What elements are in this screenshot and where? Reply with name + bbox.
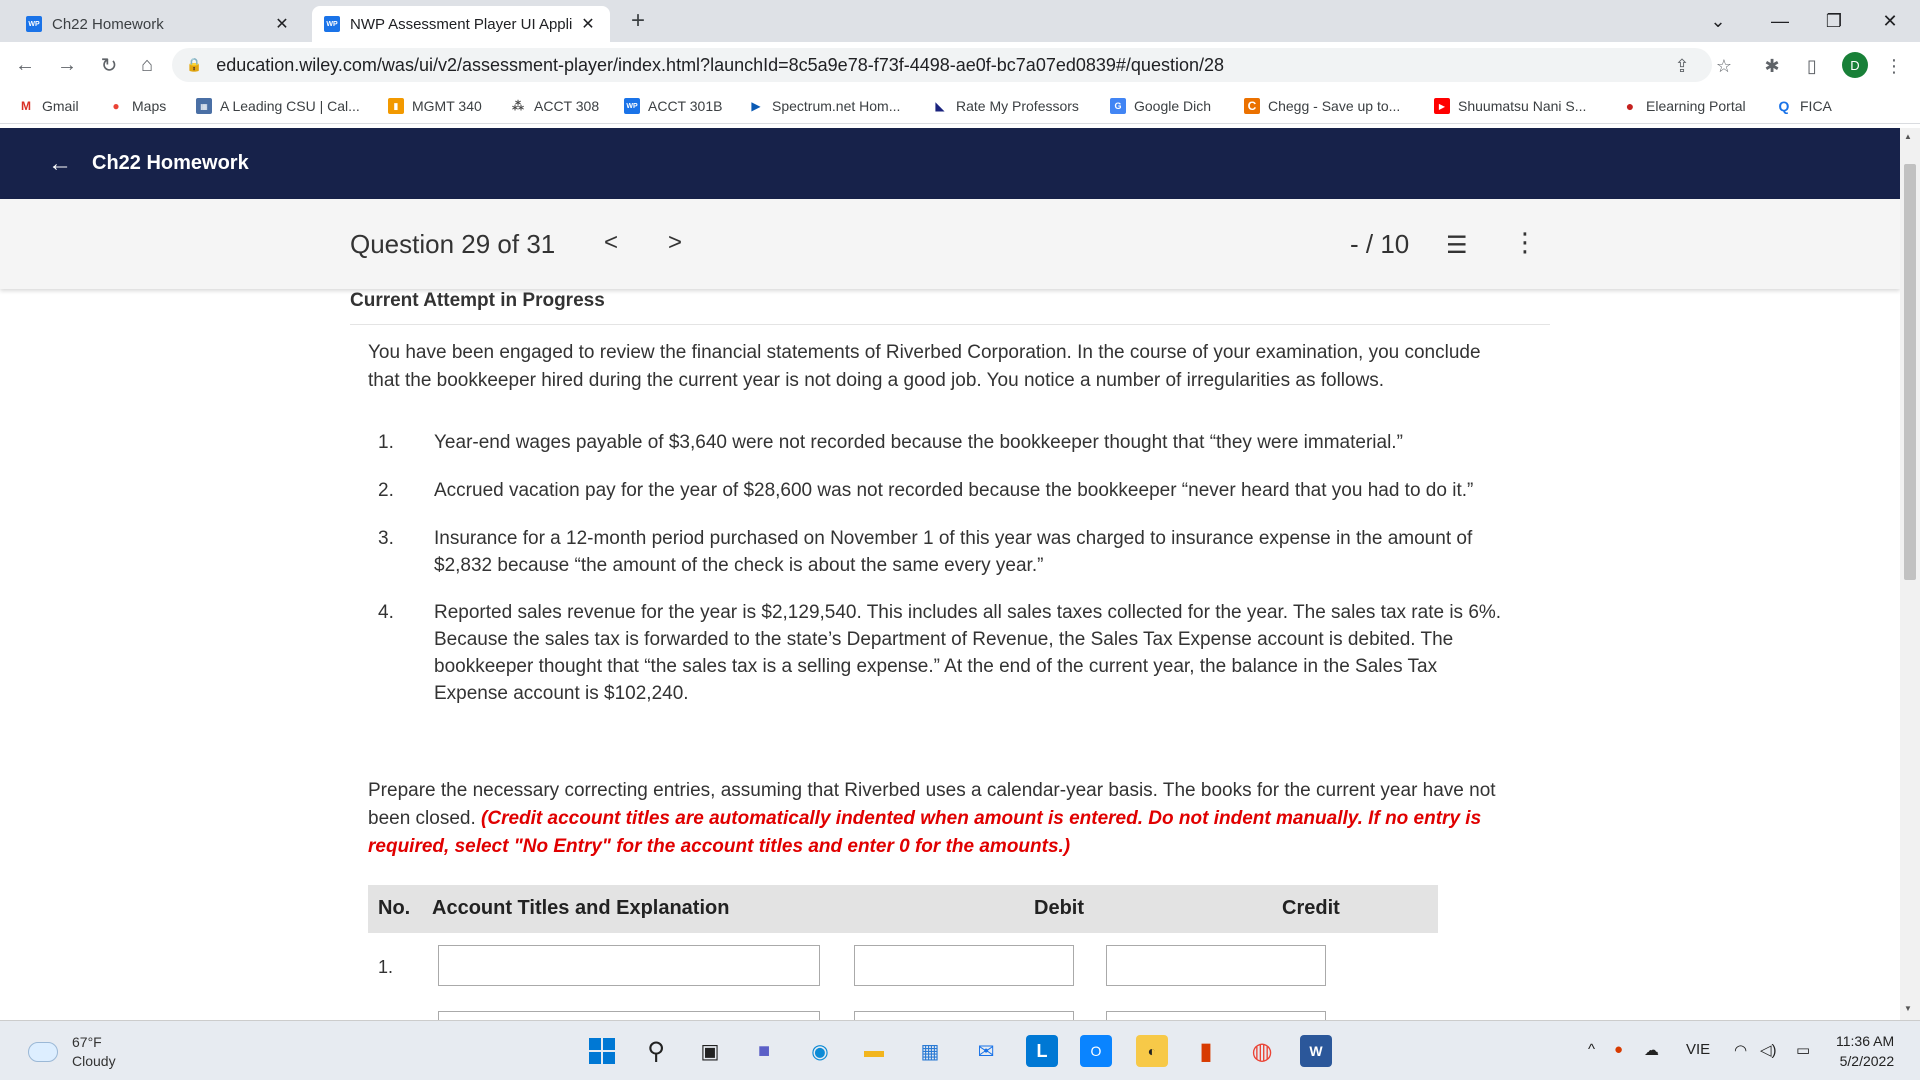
side-panel-icon[interactable]: ▯ (1807, 55, 1817, 76)
bookmark-mgmt340[interactable] (388, 96, 482, 116)
back-icon[interactable]: ← (15, 53, 35, 76)
battery-icon[interactable]: ▭ (1796, 1042, 1811, 1059)
bookmark-label: MGMT 340 (412, 98, 482, 114)
list-item (368, 525, 1508, 579)
csu-icon: ▦ (196, 98, 212, 114)
bookmark-label: ACCT 301B (648, 98, 723, 114)
instructions-text: Prepare the necessary correcting entries, assuming that Riverbed uses a calendar-year basis. The books for the current year have not been closed. (368, 780, 1496, 829)
edge-icon[interactable]: ◉ (811, 1040, 829, 1063)
new-tab-button[interactable]: + (630, 7, 645, 34)
extensions-icon[interactable]: ✱ (1764, 55, 1780, 76)
question-position: Question 29 of 31 (350, 229, 556, 259)
forward-icon[interactable]: → (57, 53, 77, 76)
question-card (350, 324, 1550, 1024)
tray-app-icon[interactable]: ● (1614, 1041, 1624, 1058)
tray-chevron-icon[interactable]: ^ (1588, 1041, 1596, 1058)
menu-kebab-icon[interactable]: ⋮ (1885, 55, 1903, 76)
search-q-icon: Q (1778, 98, 1790, 114)
reload-icon[interactable]: ↻ (100, 54, 118, 77)
windows-start-icon[interactable] (586, 1035, 618, 1067)
lock-icon: 🔒 (186, 57, 203, 72)
list-item (368, 599, 1508, 707)
browser-toolbar (0, 42, 1920, 88)
wileyplus-icon: WP (324, 16, 340, 32)
dots-icon: ⁂ (511, 99, 525, 113)
browser-tab-strip (0, 0, 1920, 42)
bookmarks-bar (0, 88, 1920, 124)
tab-ch22-homework[interactable] (14, 6, 304, 42)
question-score: - / 10 (1350, 229, 1410, 259)
url-text: education.wiley.com/was/ui/v2/assessment-player/index.html?launchId=8c5a9e78-f73f-4498-ae0f-bc7a07ed0839#/question/28 (216, 54, 1224, 75)
bookmark-google-dich[interactable] (1110, 96, 1211, 116)
weather-condition: Cloudy (72, 1053, 116, 1069)
bookmark-star-icon[interactable]: ☆ (1715, 55, 1733, 76)
bookmark-acct301b[interactable] (624, 96, 722, 116)
list-item (368, 429, 1508, 456)
bookmark-label: Chegg - Save up to... (1268, 98, 1401, 114)
bookmark-label: Elearning Portal (1646, 98, 1746, 114)
scroll-up-icon[interactable]: ▲ (1904, 132, 1912, 141)
home-icon[interactable]: ⌂ (140, 53, 154, 76)
account-title-input[interactable] (438, 945, 820, 986)
translate-icon: G (1110, 98, 1126, 114)
wileyplus-icon: WP (624, 98, 640, 114)
clock-time: 11:36 AM (1836, 1033, 1895, 1049)
bookmark-elearning[interactable] (1622, 96, 1746, 116)
item-text: Reported sales revenue for the year is $2,129,540. This includes all sales taxes collected for the year. The sales tax rate is 6%. Because the sales tax is forwarded to the state’s Department of Revenue, the Sales Tax Expense account is debited. The bookkeeper thought that “the sales tax is a selling expense.” At the end of the current year, the balance in the Sales Tax Expense account is $102,240. (434, 602, 1502, 704)
bookmark-label: Rate My Professors (956, 98, 1079, 114)
close-icon[interactable]: ✕ (581, 16, 595, 33)
clock-date: 5/2/2022 (1839, 1053, 1895, 1069)
minimize-button[interactable]: — (1771, 10, 1789, 31)
outlook-icon[interactable]: O (1080, 1035, 1112, 1067)
question-list-icon[interactable]: ☰ (1446, 232, 1468, 259)
gmail-icon: M (21, 99, 31, 113)
file-explorer-icon[interactable]: ▬ (864, 1039, 884, 1062)
bookmark-fica[interactable] (1776, 96, 1832, 116)
item-number: 2. (378, 480, 394, 501)
bookmark-label: A Leading CSU | Cal... (220, 98, 360, 114)
volume-icon[interactable]: ◁) (1760, 1042, 1777, 1059)
maps-pin-icon: ● (112, 99, 120, 113)
wifi-icon[interactable]: ◠ (1734, 1042, 1748, 1059)
teams-chat-icon[interactable]: ■ (757, 1039, 771, 1062)
bookmark-label: Shuumatsu Nani S... (1458, 98, 1587, 114)
item-text: Accrued vacation pay for the year of $28,600 was not recorded because the bookkeeper “never heard that you had to do it.” (434, 480, 1474, 501)
entry-number: 1. (378, 957, 394, 977)
bookmark-label: Spectrum.net Hom... (772, 98, 901, 114)
instructions (368, 777, 1528, 861)
credit-input[interactable] (1106, 945, 1326, 986)
temperature: 67°F (72, 1034, 102, 1050)
bookmark-maps[interactable] (108, 96, 166, 116)
bookmark-label: FICA (1800, 98, 1832, 114)
media-app-icon[interactable]: ◐ (1136, 1035, 1168, 1067)
mail-icon[interactable]: ✉ (977, 1040, 995, 1063)
bookmark-chegg[interactable] (1244, 96, 1400, 116)
bookmark-label: ACCT 308 (534, 98, 600, 114)
back-arrow-icon[interactable]: ← (48, 149, 72, 177)
bookmark-gmail[interactable] (18, 96, 79, 116)
bookmark-label: Google Dich (1134, 98, 1212, 114)
scrollbar-thumb[interactable] (1904, 164, 1916, 580)
column-header-debit: Debit (1034, 897, 1084, 919)
bookmark-ratemyprofessors[interactable] (932, 96, 1079, 116)
restore-button[interactable]: ❐ (1825, 10, 1843, 31)
weather-widget[interactable] (28, 1033, 116, 1071)
assignment-title[interactable]: Ch22 Homework (92, 152, 249, 174)
question-nav-bar (0, 199, 1900, 289)
tab-title: Ch22 Homework (52, 15, 164, 33)
wileyplus-icon: WP (26, 16, 42, 32)
tab-title: NWP Assessment Player UI Appli (350, 15, 573, 33)
column-header-account: Account Titles and Explanation (432, 897, 730, 919)
play-icon: ▶ (751, 99, 761, 113)
share-icon[interactable]: ⇪ (1674, 55, 1690, 76)
item-number: 4. (378, 602, 394, 623)
document-icon: ▮ (388, 98, 404, 114)
bookmark-youtube[interactable] (1434, 96, 1586, 116)
more-options-icon[interactable]: ⋮ (1512, 227, 1538, 257)
bookmark-csu[interactable] (196, 96, 360, 116)
next-question-button[interactable]: > (668, 229, 683, 256)
item-text: Year-end wages payable of $3,640 were not recorded because the bookkeeper thought that “they were immaterial.” (434, 432, 1403, 453)
question-intro: You have been engaged to review the financial statements of Riverbed Corporation. In the course of your examination, you conclude that the bookkeeper hired during the current year is not doing a good job. You notice a number of irregularities as follows. (368, 342, 1481, 391)
rmp-icon: ◣ (935, 99, 945, 113)
word-icon[interactable]: W (1300, 1035, 1332, 1067)
bookmark-spectrum[interactable] (748, 96, 900, 116)
item-number: 1. (378, 432, 394, 453)
onedrive-icon[interactable]: ☁ (1644, 1042, 1659, 1059)
l-app-icon[interactable]: L (1026, 1035, 1058, 1067)
search-icon[interactable]: ⚲ (647, 1037, 665, 1065)
list-item (368, 477, 1508, 504)
debit-input[interactable] (854, 945, 1074, 986)
address-bar[interactable] (172, 48, 1712, 82)
cloud-icon (28, 1042, 58, 1062)
instructions-note: (Credit account titles are automatically indented when amount is entered. Do not indent manually. If no entry is required, select "No Entry" for the account titles and enter 0 for the amounts.) (368, 808, 1482, 857)
system-clock[interactable] (1836, 1031, 1894, 1071)
apple-icon: ● (1625, 98, 1635, 114)
close-window-button[interactable]: ✕ (1882, 10, 1898, 31)
column-header-credit: Credit (1282, 897, 1340, 919)
bookmark-label: Maps (132, 98, 167, 114)
prev-question-button[interactable]: < (604, 229, 619, 256)
bookmark-label: Gmail (42, 98, 79, 114)
profile-avatar[interactable]: D (1842, 52, 1868, 78)
tab-assessment-player[interactable] (312, 6, 610, 42)
attempt-status: Current Attempt in Progress (350, 290, 605, 311)
journal-table-header (368, 885, 1438, 933)
app-header (0, 128, 1900, 199)
task-view-icon[interactable]: ▣ (700, 1040, 720, 1063)
office-icon[interactable]: ▮ (1199, 1037, 1213, 1065)
column-header-no: No. (378, 897, 411, 919)
page-scrollbar[interactable] (1900, 128, 1920, 1020)
taskbar (0, 1020, 1920, 1080)
bookmark-acct308[interactable] (510, 96, 599, 116)
input-language[interactable]: VIE (1686, 1041, 1711, 1058)
chegg-icon: C (1244, 98, 1260, 114)
microsoft-store-icon[interactable]: ▦ (920, 1040, 940, 1063)
tab-search-icon[interactable]: ⌄ (1710, 10, 1726, 31)
close-icon[interactable]: ✕ (275, 16, 289, 33)
youtube-icon: ▶ (1434, 98, 1450, 114)
item-text: Insurance for a 12-month period purchased on November 1 of this year was charged to insurance expense in the amount of $2,832 because “the amount of the check is about the same every year.” (434, 528, 1473, 576)
chrome-icon[interactable]: ◍ (1251, 1037, 1273, 1065)
scroll-down-icon[interactable]: ▼ (1904, 1004, 1912, 1013)
item-number: 3. (378, 528, 394, 549)
